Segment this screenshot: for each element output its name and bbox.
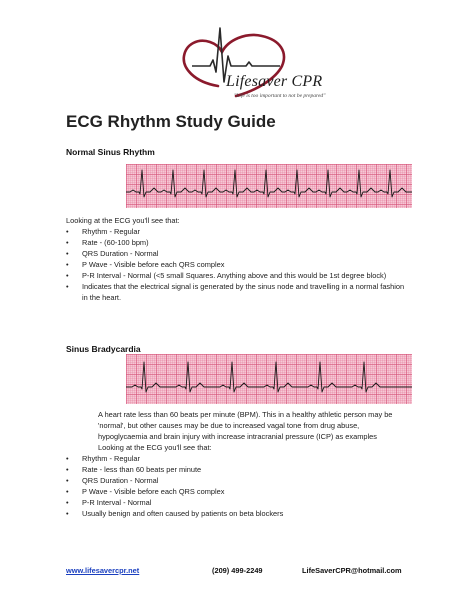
section-intro-normal-sinus: Looking at the ECG you'll see that: [66,216,180,225]
bullet-icon: • [66,227,69,236]
list-item: • Rate - (60-100 bpm) [66,238,149,247]
bullet-icon: • [66,249,69,258]
list-item: • Rhythm - Regular [66,454,140,463]
bullet-list-sinus-bradycardia [66,453,406,519]
list-item: • Usually benign and often caused by patients on beta blockers [66,509,284,518]
footer-phone: (209) 499-2249 [212,566,263,575]
ecg-trace-sinus-bradycardia [126,354,412,404]
footer-website-link[interactable]: www.lifesavercpr.net [66,566,140,575]
ecg-strip-sinus-bradycardia [126,354,412,404]
list-item: • P Wave - Visible before each QRS complex [66,260,225,269]
list-item: • P-R Interval - Normal (<5 small Squares. Anything above and this would be 1st degree block) [66,271,387,280]
bullet-icon: • [66,498,69,507]
bullet-icon: • [66,271,69,280]
logo-name: Lifesaver CPR [226,73,323,90]
bullet-icon: • [66,476,69,485]
list-item: • Rate - less than 60 beats per minute [66,465,202,474]
ecg-waveform [126,170,412,197]
bullet-icon: • [66,282,69,291]
ecg-waveform [126,362,412,392]
section-heading-normal-sinus: Normal Sinus Rhythm [66,147,155,157]
list-item: • Indicates that the electrical signal is generated by the sinus node and travelling in a normal fashion in the heart. [66,282,405,302]
ecg-trace-normal-sinus [126,164,412,208]
list-item: • QRS Duration - Normal [66,476,159,485]
bullet-icon: • [66,454,69,463]
list-item: • Rhythm - Regular [66,227,140,236]
ecg-strip-normal-sinus [126,164,412,208]
footer-email: LifeSaverCPR@hotmail.com [302,566,402,575]
logo [176,22,326,102]
bullet-icon: • [66,509,69,518]
bullet-icon: • [66,238,69,247]
section-intro2-sinus-bradycardia: Looking at the ECG you'll see that: [98,443,212,452]
bullet-list-normal-sinus [66,226,406,303]
bullet-icon: • [66,465,69,474]
page-title: ECG Rhythm Study Guide [66,112,276,131]
section-intro-sinus-bradycardia: A heart rate less than 60 beats per minute (BPM). This in a healthy athletic person may be 'normal', but other causes may be due to increased vagal tone from drug abuse, hypoglycaemia and brain injury with increase intracranial pressure (ICP) as examples [98,410,393,441]
list-item: • P-R Interval - Normal [66,498,152,507]
bullet-icon: • [66,487,69,496]
list-item: • P Wave - Visible before each QRS complex [66,487,225,496]
list-item: • QRS Duration - Normal [66,249,159,258]
logo-tagline: "Life is too important to not be prepared" [234,93,326,99]
section-heading-sinus-bradycardia: Sinus Bradycardia [66,344,141,354]
bullet-icon: • [66,260,69,269]
